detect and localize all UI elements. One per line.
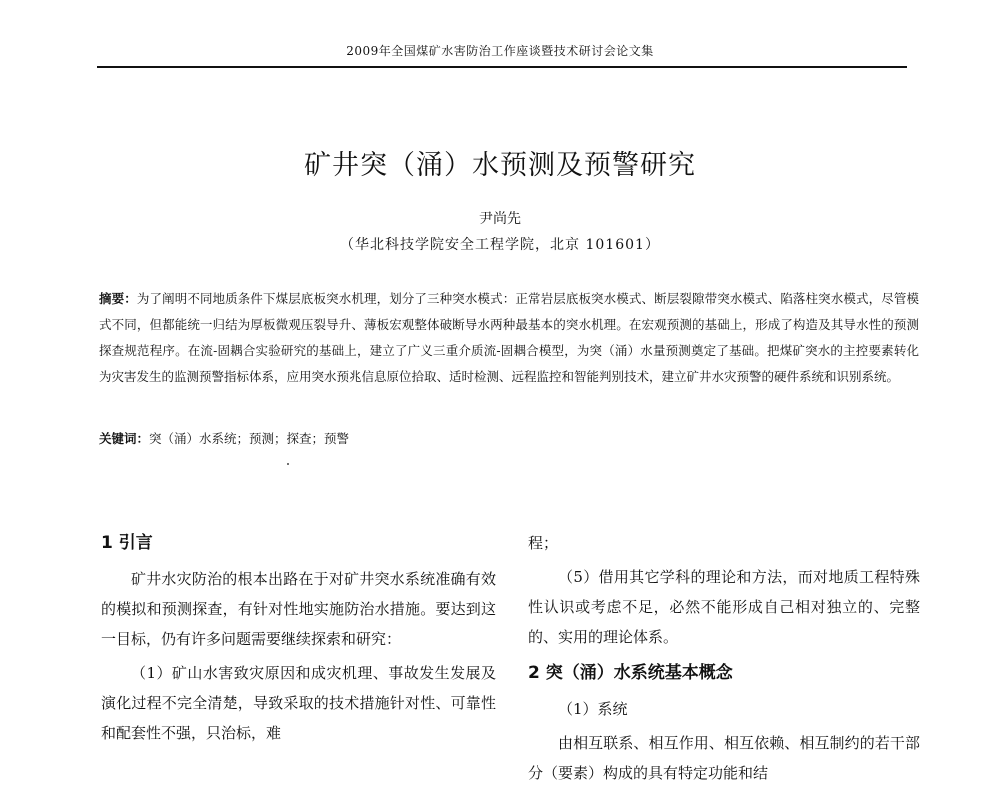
intro-paragraph: 矿井水灾防治的根本出路在于对矿井突水系统准确有效的模拟和预测探查，有针对性地实施防治水措施。要达到这一目标，仍有许多问题需要继续探索和研究：: [101, 570, 496, 648]
continuation-text: 程；: [528, 534, 559, 552]
section-heading-intro: 1 引言: [101, 533, 153, 553]
abstract-label: 摘要：: [99, 291, 137, 306]
scan-speck: [287, 463, 289, 465]
section-heading-concepts: 2 突（涌）水系统基本概念: [528, 663, 733, 683]
intro-item-5: （5）借用其它学科的理论和方法，而对地质工程特殊性认识或考虑不足，必然不能形成自己相对独立的、完整的、实用的理论体系。: [528, 568, 920, 646]
keywords-label: 关键词：: [99, 431, 150, 446]
running-header: 2009年全国煤矿水害防治工作座谈暨技术研讨会论文集: [346, 44, 654, 58]
keywords: [99, 429, 919, 449]
subheading-system: （1）系统: [558, 700, 628, 718]
abstract: [99, 286, 919, 390]
left-column: [101, 528, 496, 752]
right-column: [528, 528, 920, 792]
abstract-text: 为了阐明不同地质条件下煤层底板突水机理，划分了三种突水模式：正常岩层底板突水模式、断层裂隙带突水模式、陷落柱突水模式，尽管模式不同，但都能统一归结为厚板微观压裂导升、薄板宏观整体破断导水两种最基本的突水机理。在宏观预测的基础上，形成了构造及其导水性的预测探查规范程序。在流-固耦合实验研究的基础上，建立了广义三重介质流-固耦合模型，为突（涌）水量预测奠定了基础。把煤矿突水的主控要素转化为灾害发生的监测预警指标体系，应用突水预兆信息原位拾取、适时检测、远程监控和智能判别技术，建立矿井水灾预警的硬件系统和识别系统。: [99, 291, 919, 384]
header-rule: [97, 66, 907, 68]
affiliation: （华北科技学院安全工程学院，北京 101601）: [340, 237, 660, 253]
intro-item-1: （1）矿山水害致灾原因和成灾机理、事故发生发展及演化过程不完全清楚，导致采取的技术措施针对性、可靠性和配套性不强，只治标，难: [101, 664, 496, 742]
author: 尹尚先: [479, 211, 521, 227]
system-paragraph: 由相互联系、相互作用、相互依赖、相互制约的若干部分（要素）构成的具有特定功能和结: [528, 734, 920, 782]
paper-title: 矿井突（涌）水预测及预警研究: [304, 150, 696, 181]
keywords-text: 突（涌）水系统；预测；探查；预警: [149, 431, 350, 446]
